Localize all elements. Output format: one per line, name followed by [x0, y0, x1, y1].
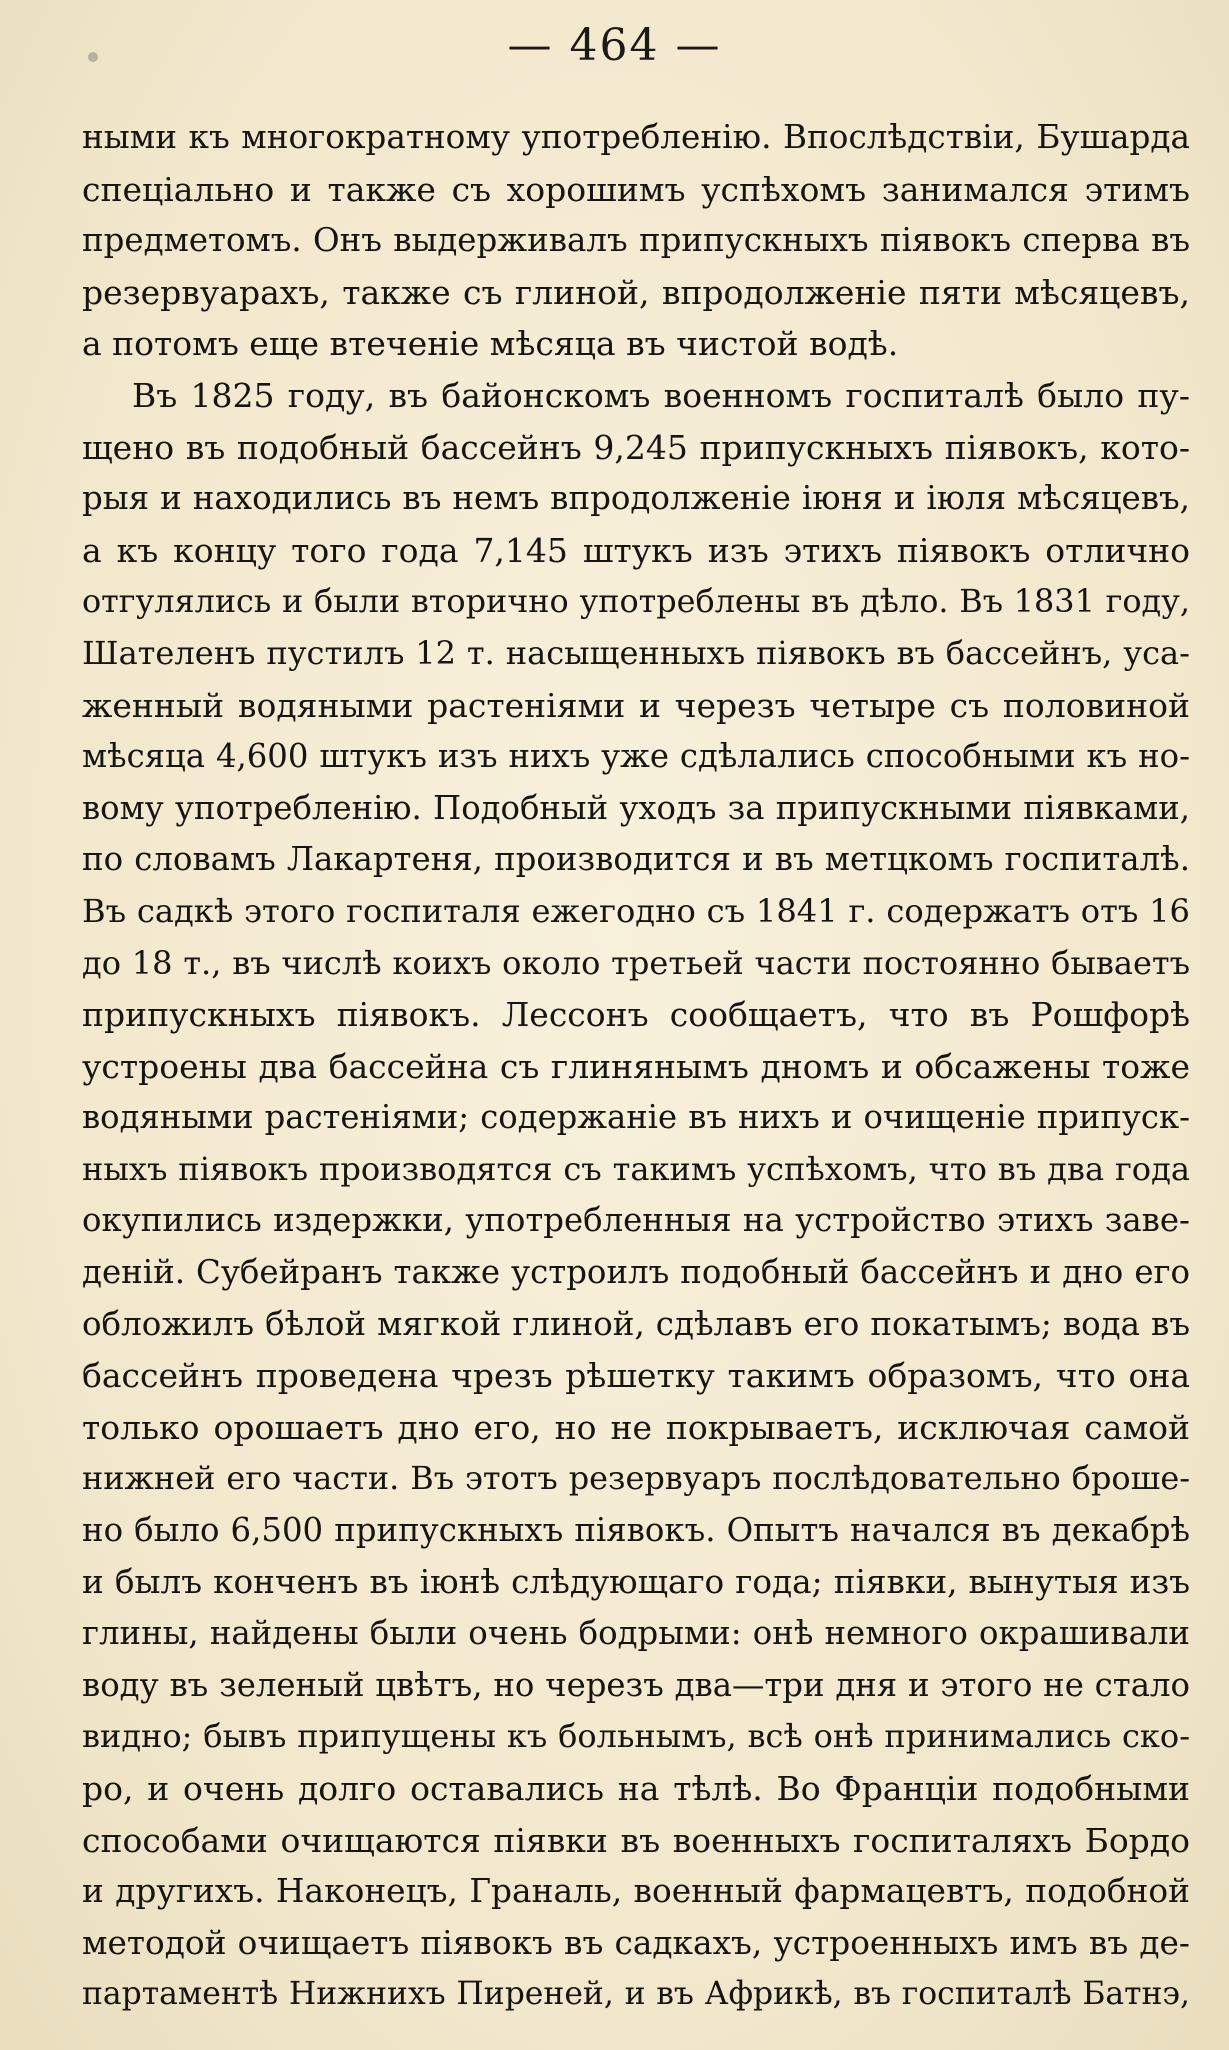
text-line: бассейнъ проведена чрезъ рѣшетку такимъ образомъ, что она: [82, 1356, 1190, 1396]
text-line: устроены два бассейна съ глинянымъ дномъ и обсажены тоже: [82, 1046, 1190, 1086]
text-line: нижней его части. Въ этотъ резервуаръ послѣдовательно броше-: [82, 1459, 1190, 1498]
text-line: способами очищаются піявки въ военныхъ госпиталяхъ Бордо: [82, 1820, 1190, 1860]
text-line: и другихъ. Наконецъ, Граналь, военный фармацевтъ, подобной: [82, 1872, 1190, 1911]
text-line: щено въ подобный бассейнъ 9,245 припускныхъ піявокъ, кото-: [82, 427, 1190, 467]
text-line: резервуарахъ, также съ глиной, впродолженіе пяти мѣсяцевъ,: [82, 272, 1190, 312]
text-line: и былъ конченъ въ іюнѣ слѣдующаго года; піявки, вынутыя изъ: [82, 1562, 1190, 1601]
text-line: по словамъ Лакартеня, производится и въ метцкомъ госпиталѣ.: [82, 840, 1190, 879]
text-line: обложилъ бѣлой мягкой глиной, сдѣлавъ его покатымъ; вода въ: [82, 1304, 1190, 1343]
text-line: припускныхъ піявокъ. Лессонъ сообщаетъ, что въ Рошфорѣ: [82, 995, 1190, 1035]
text-line: воду въ зеленый цвѣтъ, но черезъ два—три дня и этого не стало: [82, 1665, 1190, 1704]
text-line: ро, и очень долго оставались на тѣлѣ. Во Франціи подобными: [82, 1769, 1190, 1808]
text-line: отгулялись и были вторично употреблены въ дѣло. Въ 1831 году,: [82, 582, 1190, 621]
text-line: только орошаетъ дно его, но не покрываетъ, исключая самой: [82, 1407, 1190, 1447]
text-line: а потомъ еще втеченіе мѣсяца въ чистой водѣ.: [82, 324, 899, 364]
text-line: рыя и находились въ немъ впродолженіе іюня и іюля мѣсяцевъ,: [82, 479, 1190, 518]
text-line: окупились издержки, употребленныя на устройство этихъ заве-: [82, 1201, 1190, 1240]
text-line: ныхъ піявокъ производятся съ такимъ успѣхомъ, что въ два года: [82, 1149, 1190, 1188]
text-line: глины, найдены были очень бодрыми: онѣ немного окрашивали: [82, 1614, 1190, 1653]
text-line: видно; бывъ припущены къ больнымъ, всѣ онѣ принимались ско-: [82, 1717, 1190, 1756]
text-line: деній. Субейранъ также устроилъ подобный бассейнъ и дно его: [82, 1253, 1190, 1292]
text-line: но было 6,500 припускныхъ піявокъ. Опытъ начался въ декабрѣ: [82, 1511, 1190, 1550]
text-line: предметомъ. Онъ выдерживалъ припускныхъ піявокъ сперва въ: [82, 221, 1190, 260]
text-line: методой очищаетъ піявокъ въ садкахъ, устроенныхъ имъ въ де-: [82, 1923, 1190, 1962]
text-line: водяными растеніями; содержаніе въ нихъ и очищеніе припуск-: [82, 1098, 1190, 1137]
text-line: а къ концу того года 7,145 штукъ изъ этихъ піявокъ отлично: [82, 530, 1190, 570]
text-line: Въ садкѣ этого госпиталя ежегодно съ 1841 г. содержатъ отъ 16: [82, 891, 1190, 930]
text-line: мѣсяца 4,600 штукъ изъ нихъ уже сдѣлались способными къ но-: [82, 737, 1190, 776]
text-line: партаментѣ Нижнихъ Пиреней, и въ Африкѣ, въ госпиталѣ Батнэ,: [82, 1976, 1190, 2013]
page-number: — 464 —: [507, 20, 722, 71]
text-line: ными къ многократному употребленію. Впослѣдствіи, Бушарда: [82, 118, 1190, 156]
text-line: вому употребленію. Подобный уходъ за припускными піявками,: [82, 788, 1190, 827]
body-text: [82, 112, 1190, 2021]
text-line: Шателенъ пустилъ 12 т. насыщенныхъ піявокъ въ бассейнъ, уса-: [82, 633, 1190, 672]
text-line: Въ 1825 году, въ байонскомъ военномъ госпиталѣ было пу-: [132, 375, 1190, 415]
text-line: женный водяными растеніями и черезъ четыре съ половиной: [82, 685, 1190, 725]
text-line: до 18 т., въ числѣ коихъ около третьей части постоянно бываетъ: [82, 943, 1190, 982]
text-line: спеціально и также съ хорошимъ успѣхомъ занимался этимъ: [82, 169, 1190, 209]
